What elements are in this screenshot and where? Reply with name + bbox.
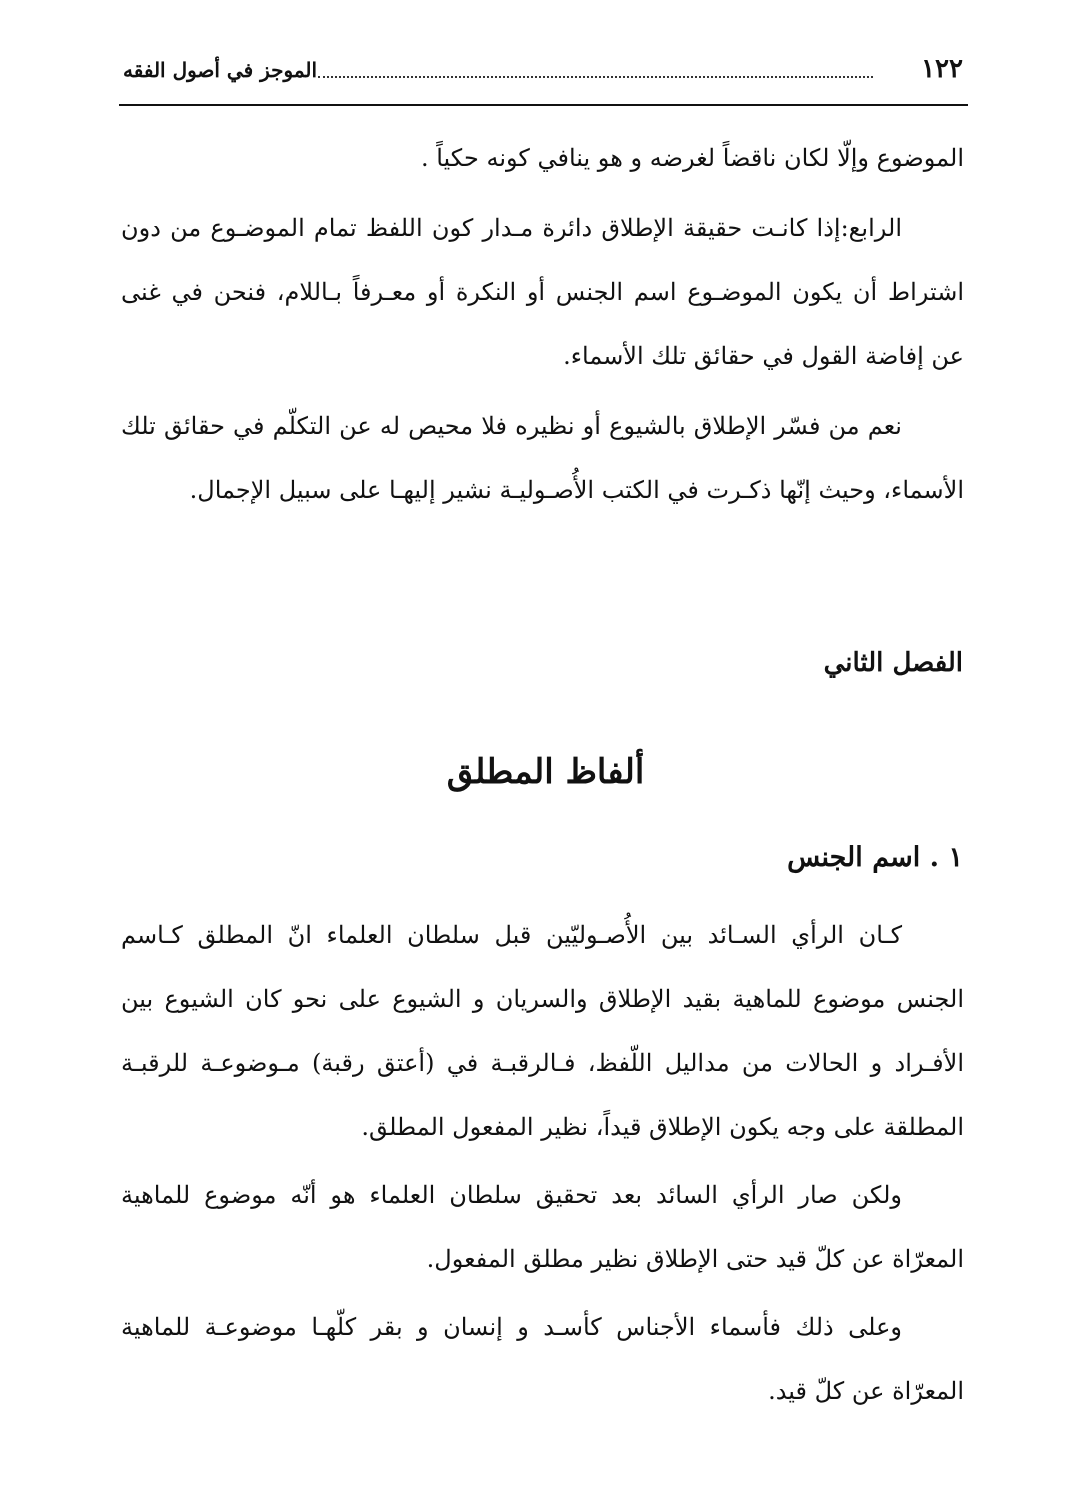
header-dotted-leader bbox=[318, 76, 873, 78]
paragraph-fourth: الرابع:إذا كانـت حقيقة الإطلاق دائرة مـدار كون اللفظ تمام الموضـوع من دون اشتراط أن يكون الموضـوع اسم الجنس أو النكرة أو معـرفاً بـاللام، فنحن في غنى عن إفاضة القول في حقائق تلك الأسماء. bbox=[121, 214, 964, 370]
chapter-label: الفصل الثاني bbox=[823, 648, 963, 678]
page-header bbox=[123, 50, 963, 96]
running-title: الموجز في أصول الفقه bbox=[123, 58, 318, 82]
paragraph-naam: نعم من فسّر الإطلاق بالشيوع أو نظيره فلا محيص له عن التكلّم في حقائق تلك الأسماء، وحيث إنّها ذكـرت في الكتب الأُصـوليـة نشير إليهـا على سبيل الإجمال. bbox=[121, 412, 964, 504]
paragraph-prevailing-view: كـان الرأي السـائد بين الأُصـوليّين قبل سلطان العلماء انّ المطلق كـاسم الجنس موضوع للماهية بقيد الإطلاق والسريان و الشيوع على نحو كان الشيوع بين الأفـراد و الحالات من مداليل اللّفظ، فـالرقبـة في (أعتق رقبة) مـوضوعـة للرقبـة المطلقة على وجه يكون الإطلاق قيداً، نظير المفعول المطلق. bbox=[121, 921, 964, 1141]
intro-text-block bbox=[121, 126, 964, 522]
section-text-block bbox=[121, 903, 964, 1423]
paragraph-continuation: الموضوع وإلّا لكان ناقضاً لغرضه و هو ينافي كونه حكياً . bbox=[420, 144, 964, 172]
page-number: ١٢٢ bbox=[921, 54, 963, 84]
chapter-title: ألفاظ المطلق bbox=[446, 752, 645, 792]
paragraph-conclusion: وعلى ذلك فأسماء الأجناس كأسـد و إنسان و بقر كلّهـا موضوعـة للماهية المعرّاة عن كلّ قيد. bbox=[121, 1313, 964, 1405]
header-divider bbox=[119, 104, 968, 106]
section-heading: ١ . اسم الجنس bbox=[787, 842, 963, 873]
paragraph-new-view: ولكن صار الرأي السائد بعد تحقيق سلطان العلماء هو أنّه موضوع للماهية المعرّاة عن كلّ قيد حتى الإطلاق نظير مطلق المفعول. bbox=[121, 1181, 964, 1273]
